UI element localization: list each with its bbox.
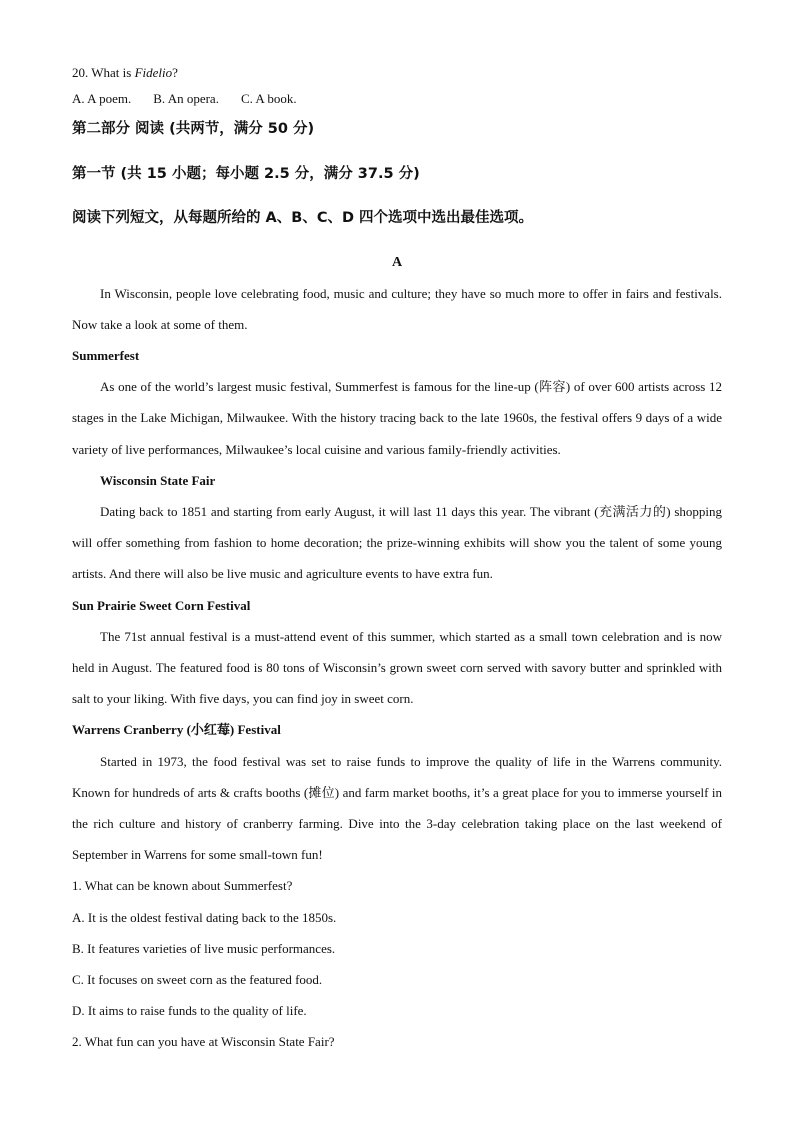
question-20-options — [72, 86, 722, 112]
question-20-suffix: ? — [172, 65, 178, 80]
question-20-title: Fidelio — [134, 65, 173, 80]
question-1-option-a: A. It is the oldest festival dating back to the 1850s. — [72, 909, 337, 925]
festival-text-summerfest: As one of the world’s largest music festival, Summerfest is famous for the line-up (阵容) of over 600 artists across 12 stages in the Lake Michigan, Milwaukee. With the history tracing back to the late 1960s, the festival offers 9 days of a wide variety of live performances, Milwaukee’s local cuisine and various family-friendly activities. — [72, 379, 722, 457]
question-1-option-b: B. It features varieties of live music performances. — [72, 940, 336, 956]
question-20-option-c: C. A book. — [240, 91, 297, 106]
question-20 — [72, 60, 722, 86]
festival-text-state-fair: Dating back to 1851 and starting from early August, it will last 11 days this year. The vibrant (充满活力的) shopping will offer something from fashion to home decoration; the prize-winning exhibits will show you the talent of some young artists. And there will also be live music and agriculture events to have extra fun. — [72, 503, 722, 582]
passage-intro: In Wisconsin, people love celebrating food, music and culture; they have so much more to offer in fairs and festivals. Now take a look at some of them. — [72, 285, 722, 332]
question-1-stem: 1. What can be known about Summerfest? — [72, 878, 293, 894]
part-heading: 第二部分 阅读 (共两节，满分 50 分) — [72, 121, 315, 137]
question-20-option-a: A. A poem. — [72, 91, 132, 106]
festival-heading-summerfest: Summerfest — [72, 347, 140, 363]
question-2-stem: 2. What fun can you have at Wisconsin State Fair? — [72, 1034, 335, 1050]
festival-heading-sweet-corn: Sun Prairie Sweet Corn Festival — [72, 597, 251, 613]
passage-letter: A — [391, 254, 403, 270]
festival-text-cranberry: Started in 1973, the food festival was set to raise funds to improve the quality of life in the Warrens community. Known for hundreds of arts & crafts booths (摊位) and farm market booths, it’s a great place for you to immerse yourself in the rich culture and history of cranberry farming. Dive into the 3-day celebration taking place on the last weekend of September in Warrens for some small-town fun! — [72, 753, 722, 863]
festival-text-sweet-corn: The 71st annual festival is a must-attend event of this summer, which started as a small town celebration and is now held in August. The featured food is 80 tons of Wisconsin’s grown sweet corn served with savory butter and sprinkled with salt to your liking. With five days, you can find joy in sweet corn. — [72, 628, 722, 707]
festival-heading-state-fair: Wisconsin State Fair — [100, 472, 216, 488]
question-1-option-d: D. It aims to raise funds to the quality of life. — [72, 1003, 307, 1019]
section-heading: 第一节 (共 15 小题；每小题 2.5 分，满分 37.5 分) — [72, 165, 420, 182]
exam-page — [72, 60, 722, 1058]
festival-heading-cranberry: Warrens Cranberry (小红莓) Festival — [72, 722, 281, 738]
question-20-prefix: 20. What is — [72, 65, 135, 80]
question-1-option-c: C. It focuses on sweet corn as the featured food. — [72, 971, 323, 987]
instruction: 阅读下列短文，从每题所给的 A、B、C、D 四个选项中选出最佳选项。 — [72, 210, 534, 226]
question-20-option-b: B. An opera. — [153, 91, 219, 106]
